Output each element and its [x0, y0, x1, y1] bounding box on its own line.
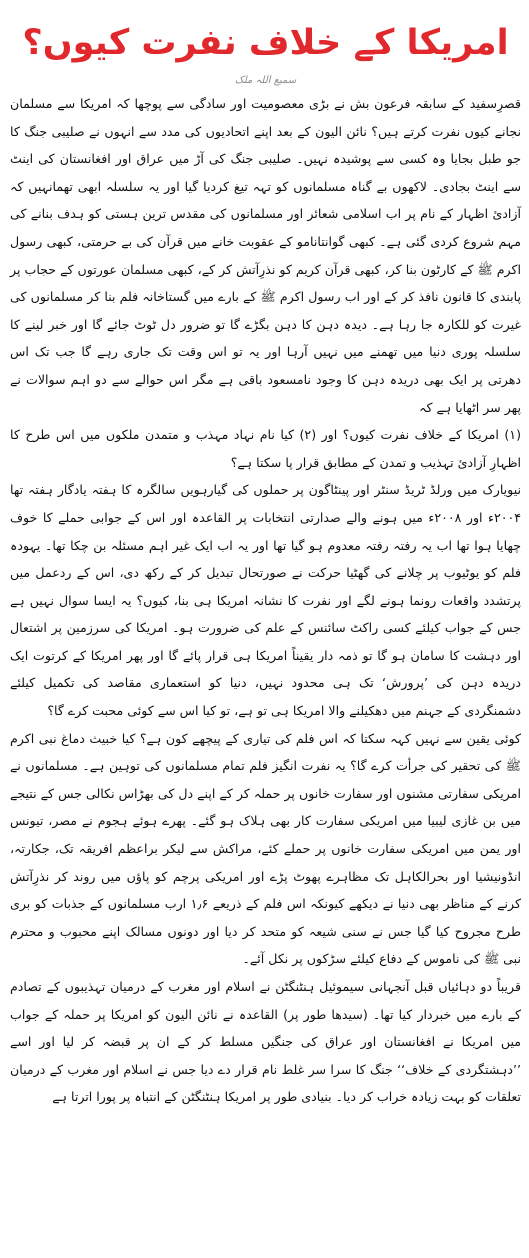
article-paragraph: (۱) امریکا کے خلاف نفرت کیوں؟ اور (۲) کیا نام نہاد مہذب و متمدن ملکوں میں اس طرح کا اظہارِ آزادیٔ تہذیب و تمدن کے مطابق قرار پا سکتا ہے؟	[10, 427, 521, 470]
article-title: امریکا کے خلاف نفرت کیوں؟	[22, 23, 509, 63]
article-paragraph: قصرِسفید کے سابقہ فرعون بش نے بڑی معصومیت اور سادگی سے پوچھا کہ امریکا سے مسلمان نجانے کیوں نفرت کرتے ہیں؟ نائن الیون کے بعد اپنے اتحادیوں کی مدد سے انہوں نے صلیبی جنگ کا جو طبل بجایا وہ کسی سے پوشیدہ نہیں۔ صلیبی جنگ کی آڑ میں عراق اور افغانستان کی اینٹ سے اینٹ بجادی۔ لاکھوں بے گناہ مسلمانوں کو تہہ تیغ کردیا گیا اور یہ سلسلہ ابھی تھمانہیں کہ آزادیٔ اظہار کے نام پر اب اسلامی شعائر اور مسلمانوں کی مقدس ترین ہستی کو ہدف بنانے کی مہم شروع کردی گئی ہے۔ کبھی گوانتانامو کے عقوبت خانے میں قرآن کی بے حرمتی، کبھی رسول اکرم ﷺ کے کارٹون بنا کر، کبھی قرآن کریم کو نذرِآتش کر کے، کبھی مسلمان عورتوں کے حجاب پر پابندی کا قانون نافذ کر کے اور اب رسول اکرم ﷺ کے بارے میں گستاخانہ فلم بنا کر مسلمانوں کی غیرت کو للکارہ جا رہا ہے۔ دیدہ دہن کا دہن بگڑے گا تو ضرور دل ٹوٹ جائے گا اور خبر لینے کا سلسلہ پوری دنیا میں تھمنے میں نہیں آرہا اور یہ تو اس وقت تک جاری رہے گا جب تک اس دھرتی پر ایک بھی دریدہ دہن کا وجود نامسعود باقی ہے مگر اس حوالے سے دو اہم سوالات نے پھر سر اٹھایا ہے کہ	[10, 96, 521, 415]
article-paragraph: قریباً دو دہائیاں قبل آنجہانی سیموئیل ہنٹنگٹن نے اسلام اور مغرب کے درمیان تہذیبوں کے تصادم کے بارے میں خبردار کیا تھا۔ (سیدھا طور پر) القاعدہ نے نائن الیون کو امریکا پر حملہ کے جواب میں امریکا نے افغانستان اور عراق کی جنگیں مسلط کر کے ان پر قبضہ کر لیا اور اسے ’’دہشتگردی کے خلاف‘‘ جنگ کا سرا سر غلط نام قرار دے دیا جس نے اسلام اور مغرب کے درمیان تعلقات کو بہت زیادہ خراب کر دیا۔ بنیادی طور پر امریکا ہنٹنگٹن کے انتباہ پر پورا اترتا ہے	[10, 979, 521, 1105]
author-byline: سمیع اللہ ملک	[234, 75, 297, 86]
article-paragraph: کوئی یقین سے نہیں کہہ سکتا کہ اس فلم کی تیاری کے پیچھے کون ہے؟ کیا خبیث دماغ نبی اکرم ﷺ کی تحقیر کی جرأت کرے گا؟ یہ نفرت انگیز فلم تمام مسلمانوں کی توہین ہے۔ مسلمانوں نے امریکی سفارتی مشنوں اور سفارت خانوں پر حملہ کر کے اپنے دل کی بھڑاس نکالی جس کے نتیجے میں بن غازی لیبیا میں امریکی سفارت کار بھی ہلاک ہو گئے۔ پھرے ہوئے ہجوم نے مصر، تیونس اور یمن میں امریکی سفارت خانوں پر حملے کئے، مراکش سے لیکر براعظم افریقہ تک، جکارتہ، انڈونیشیا اور بحرالکاہل تک مظاہرے پھوٹ پڑے اور امریکی پرچم کو پاؤں میں روند کر نذرِآتش کرنے کے مناظر بھی دنیا نے دیکھے کیونکہ اس فلم کے ذریعے ۱٫۶ ارب مسلمانوں کے جذبات کو بری طرح مجروح کیا گیا جس نے سنی شیعہ کو متحد کر دیا اور دونوں مسالک اپنے محبوب و محترم نبی ﷺ کی ناموس کے دفاع کیلئے سڑکوں پر نکل آئے۔	[10, 730, 521, 967]
article-paragraph: نیویارک میں ورلڈ ٹریڈ سنٹر اور پینٹاگون پر حملوں کی گیارہویں سالگرہ کا ہفتہ یادگار ہفتہ تھا ۲۰۰۴ء اور ۲۰۰۸ء میں ہونے والے صدارتی انتخابات پر القاعدہ اور اس کے جوابی حملے کا خوف چھایا ہوا تھا اب یہ رفتہ رفتہ معدوم ہو گیا تھا اور یہ اب ایک غیر اہم مسئلہ بن چکا تھا۔ یہودہ فلم کو یوٹیوب پر چلانے کی گھٹیا حرکت نے صورتحال تبدیل کر کے رکھ دی، اس کے ردعمل میں پرتشدد واقعات رونما ہونے لگے اور نفرت کا نشانہ امریکا ہی بنا، کیوں؟ یہ ایسا سوال نہیں ہے جس کے جواب کیلئے کسی راکٹ سائنس کے علم کی ضرورت ہو۔ امریکا کی سرزمین پر اشتعال اور دہشت کا سامان ہو گا تو ذمہ دار یقیناً امریکا ہی قرار پائے گا اور پھر امریکا کے کرتوت ایک دریدہ دہن کی ’پرورش‘ تک ہی محدود نہیں، دنیا کو استعماری مقاصد کی تکمیل کیلئے دشمنگردی کے جہنم میں دھکیلنے والا امریکا ہی تو ہے، تو کیا اس سے کوئی محبت کرے گا؟	[10, 482, 521, 719]
byline-container	[10, 66, 521, 86]
article-body	[10, 90, 521, 1111]
